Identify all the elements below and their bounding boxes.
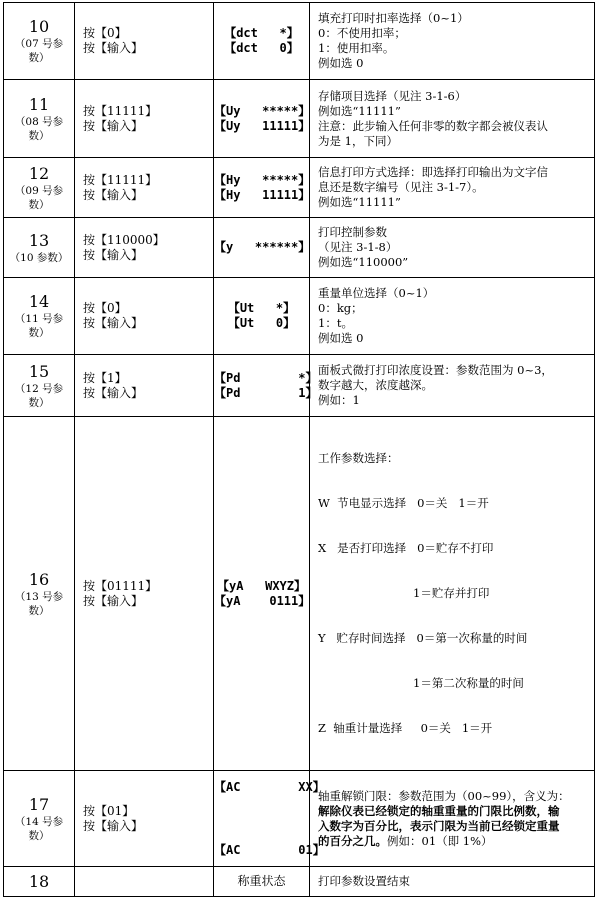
key-instruction: 按【输入】: [83, 316, 144, 330]
table-row: [4, 278, 595, 355]
description-example: 例如：01（即 1%）: [387, 833, 493, 848]
table-row: [4, 158, 595, 218]
description-line: 例如：1: [318, 393, 360, 407]
key-instruction: 按【11111】: [83, 103, 158, 118]
param-label: （09 号参: [14, 184, 64, 197]
key-cell: [75, 771, 214, 867]
key-cell: [75, 80, 214, 158]
step-number: 15: [28, 361, 50, 381]
display-cell: [214, 3, 310, 80]
description-line: 信息打印方式选择：即选择打印输出为文字信: [318, 165, 548, 179]
description-cell: [310, 278, 595, 355]
key-instruction: 按【110000】: [83, 232, 165, 247]
key-cell: [75, 417, 214, 771]
step-number: 16: [28, 569, 50, 589]
display-reading: 【AC XX】: [214, 779, 325, 794]
display-cell: [214, 867, 310, 897]
key-cell: [75, 355, 214, 417]
description-line: W 节电显示选择 0＝关 1＝开: [318, 496, 489, 510]
description-line: 1＝第二次称量的时间: [318, 676, 524, 690]
key-instruction: 按【11111】: [83, 172, 158, 187]
description-line: 注意：此步输入任何非零的数字都会被仪表认: [318, 118, 548, 133]
step-cell: [4, 867, 75, 897]
param-label: （10 参数）: [9, 251, 69, 264]
description-cell: [310, 80, 595, 158]
display-reading: 【Pd *】: [214, 370, 318, 385]
description-line: 为是 1，下同）: [318, 133, 398, 148]
description-line: 0：不使用扣率；: [318, 26, 406, 40]
display-reading: 【Ut 0】: [227, 316, 296, 330]
table-row: [4, 355, 595, 417]
description-line: 打印控制参数: [318, 225, 387, 239]
param-label: 数）: [28, 129, 50, 142]
step-number: 12: [28, 163, 50, 183]
key-instruction: 按【输入】: [83, 118, 144, 133]
param-label: 数）: [28, 829, 50, 842]
table-row: [4, 3, 595, 80]
param-label: （11 号参: [14, 313, 64, 325]
key-cell: [75, 218, 214, 278]
description-line: Y 贮存时间选择 0＝第一次称量的时间: [318, 631, 528, 645]
param-label: 数）: [28, 604, 50, 617]
step-cell: [4, 158, 75, 218]
description-line-bold: 的百分之几。: [318, 833, 387, 848]
display-cell: [214, 158, 310, 218]
description-line-bold: 解除仪表已经锁定的轴重重量的门限比例数，输: [318, 803, 560, 818]
display-reading: 【Hy *****】: [214, 172, 311, 187]
key-instruction: 按【0】: [83, 301, 127, 315]
step-cell: [4, 3, 75, 80]
display-cell: [214, 417, 310, 771]
display-reading: 【AC 01】: [214, 842, 325, 857]
key-cell: [75, 158, 214, 218]
description-line: 打印参数设置结束: [318, 874, 410, 888]
description-cell: [310, 158, 595, 218]
description-cell: [310, 3, 595, 80]
param-label: 数）: [28, 52, 50, 64]
key-instruction: 按【01】: [83, 803, 135, 818]
param-label: （12 号参: [14, 382, 64, 395]
display-reading: 【Hy 11111】: [214, 187, 311, 202]
display-reading: 【dct 0】: [224, 41, 299, 55]
parameter-table: [3, 2, 595, 897]
param-label: 数）: [28, 198, 50, 211]
key-instruction: 按【输入】: [83, 593, 144, 608]
display-reading: 【Uy *****】: [214, 103, 311, 118]
description-line: 填充打印时扣率选择（0~1）: [318, 11, 469, 25]
key-instruction: 按【1】: [83, 370, 127, 385]
param-label: 数）: [28, 396, 50, 409]
description-cell: [310, 218, 595, 278]
display-cell: [214, 771, 325, 867]
description-line: 1＝贮存并打印: [318, 586, 490, 600]
description-line: 例如选“11111”: [318, 103, 401, 118]
description-cell: [310, 355, 595, 417]
description-line: 例如选“110000”: [318, 255, 409, 269]
display-reading: 【y ******】: [214, 240, 311, 254]
key-cell: [75, 867, 214, 897]
step-number: 18: [28, 871, 50, 891]
display-reading: 【Pd 1】: [214, 385, 318, 400]
param-label: （07 号参: [14, 38, 64, 50]
key-cell: [75, 278, 214, 355]
table-row: [4, 867, 595, 897]
description-line: 1：使用扣率。: [318, 41, 395, 55]
description-line: X 是否打印选择 0＝贮存不打印: [318, 541, 494, 555]
key-instruction: 按【输入】: [83, 247, 144, 262]
description-line: 例如选 0: [318, 331, 364, 345]
step-cell: [4, 771, 75, 867]
step-number: 10: [28, 17, 50, 36]
step-cell: [4, 417, 75, 771]
key-cell: [75, 3, 214, 80]
param-label: （14 号参: [14, 815, 64, 828]
display-cell: [214, 80, 310, 158]
description-line: 0：kg；: [318, 301, 363, 315]
step-cell: [4, 218, 75, 278]
display-reading: 【Uy 11111】: [214, 118, 311, 133]
key-instruction: 按【01111】: [83, 578, 158, 593]
display-cell: [214, 278, 310, 355]
step-number: 14: [28, 292, 50, 311]
description-line: 存储项目选择（见注 3-1-6）: [318, 88, 467, 103]
param-label: （08 号参: [14, 115, 64, 128]
key-instruction: 按【输入】: [83, 385, 144, 400]
table-row: [4, 771, 595, 867]
description-line: 1：t。: [318, 316, 353, 330]
description-line: 面板式微打打印浓度设置：参数范围为 0~3，: [318, 363, 553, 377]
step-number: 17: [28, 794, 50, 814]
step-cell: [4, 80, 75, 158]
display-reading: 【yA 0111】: [214, 593, 311, 608]
step-number: 11: [28, 94, 50, 114]
display-status: 称重状态: [237, 874, 286, 888]
description-line: 例如选 0: [318, 56, 364, 70]
description-line-bold: 入数字为百分比，表示门限为当前已经锁定重量: [318, 818, 560, 833]
description-line: 息还是数字编号（见注 3-1-7）。: [318, 180, 484, 194]
key-instruction: 按【0】: [83, 26, 127, 40]
description-line: Z 轴重计量选择 0＝关 1＝开: [318, 721, 493, 735]
key-instruction: 按【输入】: [83, 818, 144, 833]
display-reading: 【yA WXYZ】: [216, 578, 307, 593]
description-line: 重量单位选择（0~1）: [318, 286, 435, 300]
description-line: 轴重解锁门限：参数范围为（00~99），含义为：: [318, 788, 570, 803]
table-row: [4, 80, 595, 158]
param-label: 数）: [28, 327, 50, 339]
table-row: [4, 417, 595, 771]
description-line: 工作参数选择：: [318, 451, 399, 465]
description-cell: [310, 867, 595, 897]
display-reading: 【dct *】: [224, 26, 299, 40]
description-cell: [310, 417, 595, 771]
key-instruction: 按【输入】: [83, 41, 144, 55]
display-reading: 【Ut *】: [227, 301, 296, 315]
key-instruction: 按【输入】: [83, 187, 144, 202]
table-row: [4, 218, 595, 278]
description-line: 数字越大，浓度越深。: [318, 378, 433, 392]
display-cell: [214, 355, 318, 417]
step-cell: [4, 278, 75, 355]
display-cell: [214, 218, 310, 278]
step-number: 13: [28, 230, 50, 250]
step-cell: [4, 355, 75, 417]
description-cell: [310, 771, 595, 867]
param-label: （13 号参: [14, 590, 64, 603]
description-line: 例如选“11111”: [318, 195, 401, 209]
description-line: （见注 3-1-8）: [318, 240, 398, 254]
